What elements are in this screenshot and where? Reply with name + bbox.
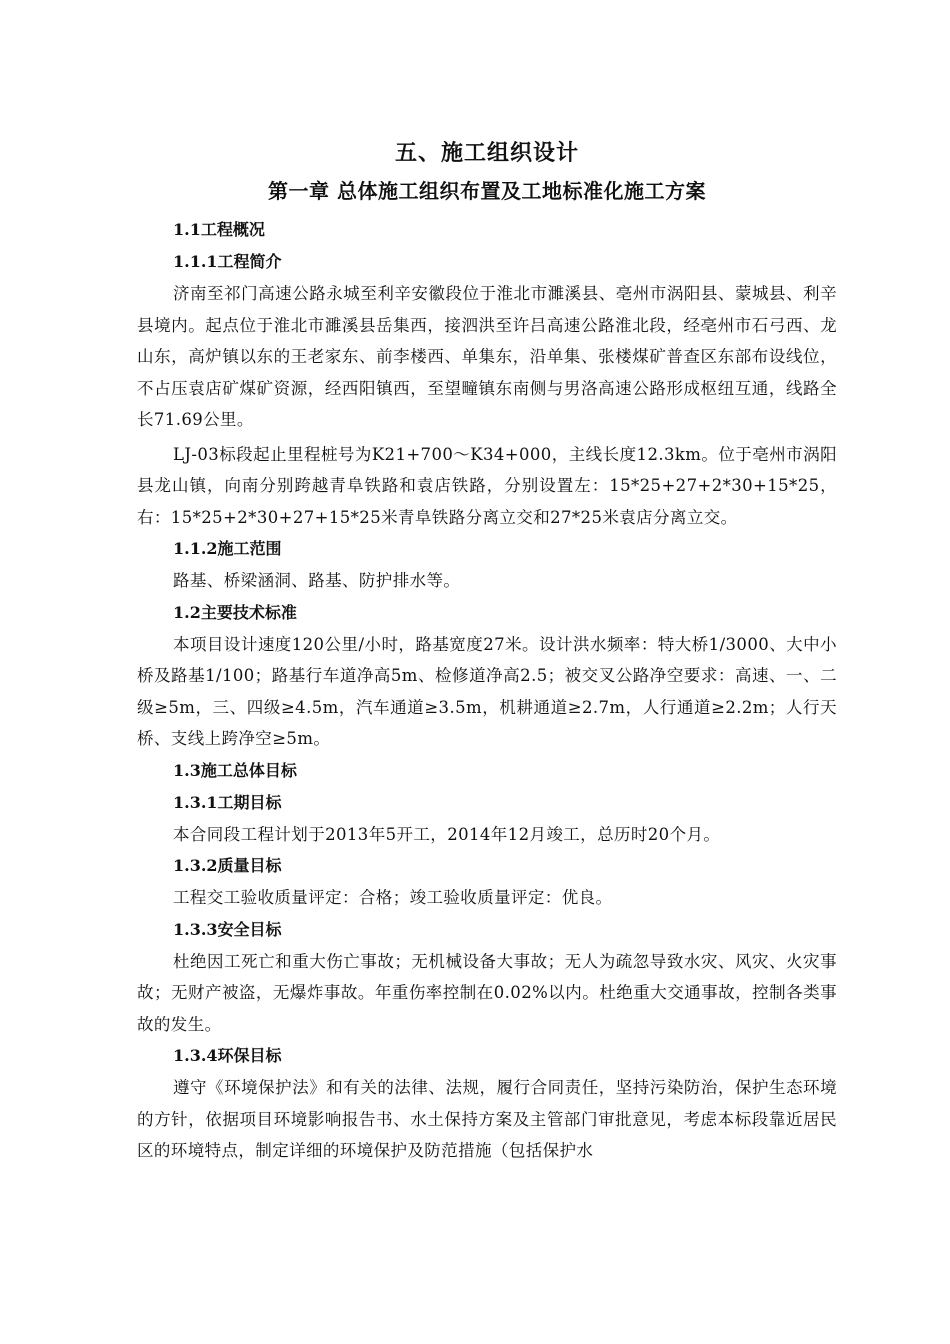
- paragraph-scope: 路基、桥梁涵洞、路基、防护排水等。: [173, 571, 461, 590]
- paragraph-tech-standards: 本项目设计速度120公里/小时，路基宽度27米。设计洪水频率：特大桥1/3000、大中小桥及路基1/100；路基行车道净高5m、检修道净高2.5；被交叉公路净空要求：高速、一、二级≥5m，三、四级≥4.5m，汽车通道≥3.5m，机耕通道≥2.7m，人行通道≥2.2m；人行天桥、支线上跨净空≥5m。: [137, 634, 837, 748]
- paragraph-schedule-goal: 本合同段工程计划于2013年5开工，2014年12月竣工，总历时20个月。: [173, 824, 721, 844]
- section-heading-1-2: 1.2主要技术标准: [173, 602, 297, 622]
- document-body: [137, 134, 837, 1167]
- section-heading-1-1: 1.1工程概况: [173, 220, 265, 239]
- section-heading-1-3: 1.3施工总体目标: [173, 760, 297, 780]
- paragraph-safety-goal: 杜绝因工死亡和重大伤亡事故；无机械设备大事故；无人为疏忽导致水灾、风灾、火灾事故；无财产被盗，无爆炸事故。年重伤率控制在0.02%以内。杜绝重大交通事故，控制各类事故的发生。: [137, 951, 837, 1034]
- section-heading-1-1-2: 1.1.2施工范围: [173, 539, 282, 558]
- paragraph-environment-goal: 遵守《环境保护法》和有关的法律、法规，履行合同责任，坚持污染防治，保护生态环境的方针，依据项目环境影响报告书、水土保持方案及主管部门审批意见，考虑本标段靠近居民区的环境特点，制定详细的环境保护及防范措施（包括保护水: [137, 1078, 837, 1160]
- section-heading-1-3-3: 1.3.3安全目标: [173, 919, 282, 939]
- document-title: 五、施工组织设计: [394, 140, 579, 166]
- section-heading-1-3-1: 1.3.1工期目标: [173, 792, 282, 812]
- paragraph-section-lj03: LJ-03标段起止里程桩号为K21+700～K34+000，主线长度12.3km。位于亳州市涡阳县龙山镇，向南分别跨越青阜铁路和袁店铁路，分别设置左：15*25+27+2*30+15*25，右：15*25+2*30+27+15*25米青阜铁路分离立交和27*25米袁店分离立交。: [137, 444, 837, 527]
- paragraph-quality-goal: 工程交工验收质量评定：合格；竣工验收质量评定：优良。: [173, 888, 613, 907]
- section-heading-1-3-4: 1.3.4环保目标: [173, 1046, 282, 1065]
- section-heading-1-3-2: 1.3.2质量目标: [173, 856, 282, 875]
- chapter-title: 第一章 总体施工组织布置及工地标准化施工方案: [268, 179, 706, 203]
- paragraph-project-intro: 济南至祁门高速公路永城至利辛安徽段位于淮北市濉溪县、亳州市涡阳县、蒙城县、利辛县境内。起点位于淮北市濉溪县岳集西，接泗洪至许吕高速公路淮北段，经亳州市石弓西、龙山东，高炉镇以东的王老家东、前李楼西、单集东，沿单集、张楼煤矿普查区东部布设线位，不占压袁店矿煤矿资源，经西阳镇西，至望疃镇东南侧与男洛高速公路形成枢纽互通，线路全长71.69公里。: [137, 284, 837, 429]
- section-heading-1-1-1: 1.1.1工程简介: [173, 252, 282, 271]
